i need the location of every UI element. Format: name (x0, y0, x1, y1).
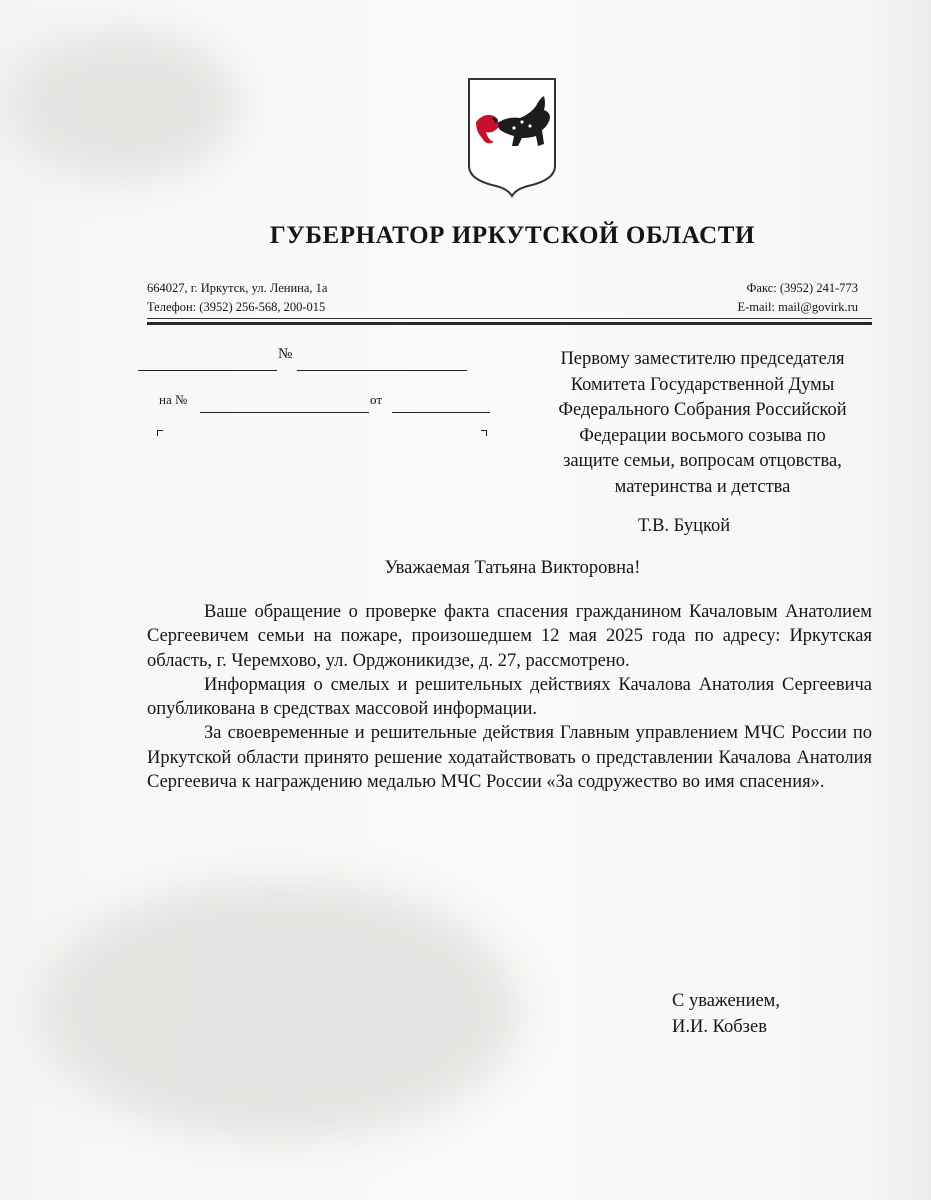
closing-block (672, 988, 780, 1040)
organization-title: ГУБЕРНАТОР ИРКУТСКОЙ ОБЛАСТИ (269, 222, 756, 249)
body-paragraph: Информация о смелых и решительных действиях Качалова Анатолия Сергеевича опубликована в средствах массовой информации. (147, 674, 872, 720)
addressee-line: материнства и детства (614, 476, 791, 497)
addressee-line: Федерации восьмого созыва по (579, 425, 826, 446)
body-paragraph: За своевременные и решительные действия Главным управлением МЧС России по Иркутской области принято решение ходатайствовать о представлении Качалова Анатолия Сергеевича к награждению медалью МЧС России «За содружество во имя спасения». (147, 723, 872, 793)
salutation: Уважаемая Татьяна Викторовна! (384, 558, 641, 578)
corner-mark-right (481, 430, 487, 436)
reply-number-label: на № (159, 392, 188, 407)
number-field-line (297, 370, 467, 371)
fax-text: Факс: (3952) 241-773 (746, 281, 858, 295)
corner-mark-left (157, 430, 163, 436)
number-sign: № (278, 346, 293, 362)
blurred-area (40, 880, 520, 1140)
reply-date-label: от (370, 392, 383, 407)
reply-date-line (392, 412, 490, 413)
blurred-area (10, 30, 240, 180)
contact-block-left (147, 279, 327, 317)
addressee-line: защите семьи, вопросам отцовства, (563, 451, 842, 471)
header-divider-thick (147, 322, 872, 325)
closing-regards: С уважением, (672, 991, 781, 1011)
date-field-line (138, 370, 277, 371)
signatory-name: И.И. Кобзев (672, 1017, 767, 1037)
addressee-line: Первому заместителю председателя (560, 349, 845, 369)
header-divider-thin (147, 318, 872, 319)
phone-text: Телефон: (3952) 256-568, 200-015 (147, 300, 326, 314)
addressee-line: Комитета Государственной Думы (570, 374, 835, 395)
irkutsk-coat-of-arms-icon (466, 76, 558, 198)
addressee-name: Т.В. Буцкой (638, 516, 731, 536)
reply-number-line (200, 412, 369, 413)
addressee-line: Федерального Собрания Российской (558, 400, 847, 420)
email-text: E-mail: mail@govirk.ru (737, 300, 858, 314)
addressee-block (520, 347, 885, 500)
contact-block-right (737, 279, 858, 317)
body-paragraph: Ваше обращение о проверке факта спасения гражданином Качаловым Анатолием Сергеевичем семьи на пожаре, произошедшем 12 мая 2025 года по адресу: Иркутская область, г. Черемхово, ул. Орджоникидзе, д. 27, рассмотрено. (147, 602, 872, 671)
letter-body (147, 600, 872, 794)
address-text: 664027, г. Иркутск, ул. Ленина, 1а (147, 281, 328, 295)
